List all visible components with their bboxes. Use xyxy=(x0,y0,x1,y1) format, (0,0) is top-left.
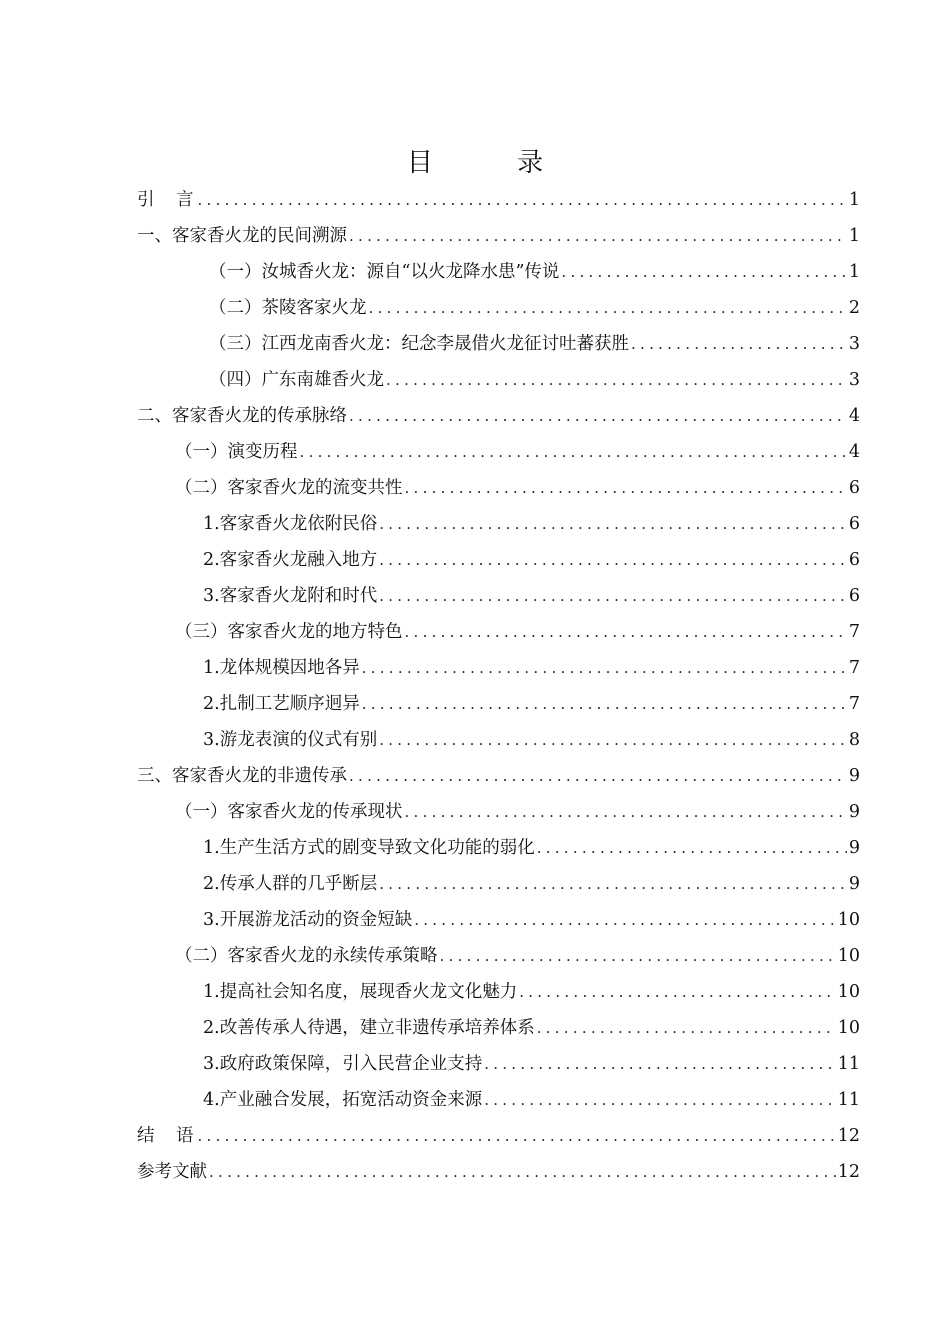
toc-entry-label: 2.传承人群的几乎断层 xyxy=(203,874,378,894)
toc-entry[interactable] xyxy=(137,542,860,578)
toc-entry[interactable] xyxy=(137,722,860,758)
toc-dot-leader xyxy=(379,542,847,578)
toc-dot-leader xyxy=(209,1154,836,1190)
toc-entry-label: （二）客家香火龙的流变共性 xyxy=(175,478,403,498)
toc-dot-leader xyxy=(405,794,847,830)
toc-dot-leader xyxy=(414,902,836,938)
toc-dot-leader xyxy=(484,1046,836,1082)
toc-dot-leader xyxy=(537,830,847,866)
toc-entry-label: 3.客家香火龙附和时代 xyxy=(203,586,378,606)
toc-entry-page-number: 2 xyxy=(848,298,860,318)
toc-dot-leader xyxy=(519,974,836,1010)
toc-entry-page-number: 8 xyxy=(848,730,860,750)
toc-entry[interactable] xyxy=(137,830,860,866)
toc-dot-leader xyxy=(379,722,847,758)
toc-entry[interactable] xyxy=(137,470,860,506)
toc-dot-leader xyxy=(349,218,847,254)
toc-entry-label: 3.政府政策保障，引入民营企业支持 xyxy=(203,1054,483,1074)
toc-entry-label: 1.提高社会知名度，展现香火龙文化魅力 xyxy=(203,982,518,1002)
toc-entry-page-number: 9 xyxy=(848,766,860,786)
toc-entry[interactable] xyxy=(137,1046,860,1082)
toc-entry-label: （二）客家香火龙的永续传承策略 xyxy=(175,946,438,966)
toc-entry-page-number: 7 xyxy=(848,622,860,642)
toc-entry[interactable] xyxy=(137,506,860,542)
toc-entry[interactable] xyxy=(137,866,860,902)
toc-entry[interactable] xyxy=(137,902,860,938)
toc-entry[interactable] xyxy=(137,434,860,470)
toc-dot-leader xyxy=(379,866,847,902)
toc-entry[interactable] xyxy=(137,686,860,722)
toc-entry-page-number: 3 xyxy=(848,370,860,390)
toc-dot-leader xyxy=(379,578,847,614)
toc-entry-page-number: 1 xyxy=(848,262,860,282)
toc-dot-leader xyxy=(379,506,847,542)
toc-entry-page-number: 7 xyxy=(848,694,860,714)
toc-entry-label: 3.游龙表演的仪式有别 xyxy=(203,730,378,750)
toc-entry-label: （一）汝城香火龙：源自“以火龙降水患”传说 xyxy=(209,262,560,282)
toc-entry-page-number: 11 xyxy=(837,1090,860,1110)
toc-entry[interactable] xyxy=(137,182,860,218)
toc-dot-leader xyxy=(362,650,847,686)
toc-dot-leader xyxy=(405,614,847,650)
toc-entry-page-number: 6 xyxy=(848,586,860,606)
toc-entry-label: 二、客家香火龙的传承脉络 xyxy=(137,406,347,426)
toc-dot-leader xyxy=(537,1010,836,1046)
toc-dot-leader xyxy=(349,398,847,434)
toc-dot-leader xyxy=(405,470,847,506)
toc-entry-page-number: 4 xyxy=(848,406,860,426)
toc-entry-label: 结 语 xyxy=(137,1126,196,1146)
toc-dot-leader xyxy=(349,758,847,794)
toc-entry-label: 三、客家香火龙的非遗传承 xyxy=(137,766,347,786)
toc-entry-label: （四）广东南雄香火龙 xyxy=(209,370,384,390)
toc-entry-label: 一、客家香火龙的民间溯源 xyxy=(137,226,347,246)
toc-entry-page-number: 9 xyxy=(848,874,860,894)
toc-entry-page-number: 4 xyxy=(848,442,860,462)
toc-entry-page-number: 12 xyxy=(837,1162,860,1182)
toc-entry-page-number: 11 xyxy=(837,1054,860,1074)
toc-entry-page-number: 10 xyxy=(837,910,860,930)
toc-entry[interactable] xyxy=(137,254,860,290)
toc-entry-label: 1.客家香火龙依附民俗 xyxy=(203,514,378,534)
toc-dot-leader xyxy=(386,362,847,398)
toc-dot-leader xyxy=(362,686,847,722)
toc-entry-page-number: 6 xyxy=(848,550,860,570)
toc-entry-page-number: 6 xyxy=(848,478,860,498)
toc-entry-label: （一）演变历程 xyxy=(175,442,298,462)
toc-entry-label: 4.产业融合发展，拓宽活动资金来源 xyxy=(203,1090,483,1110)
toc-entry[interactable] xyxy=(137,614,860,650)
toc-entry-page-number: 9 xyxy=(848,838,860,858)
toc-entry[interactable] xyxy=(137,974,860,1010)
toc-dot-leader xyxy=(198,182,847,218)
toc-entry-page-number: 6 xyxy=(848,514,860,534)
toc-entry[interactable] xyxy=(137,578,860,614)
toc-dot-leader xyxy=(369,290,847,326)
toc-entry-page-number: 7 xyxy=(848,658,860,678)
toc-entry[interactable] xyxy=(137,650,860,686)
toc-entry-page-number: 3 xyxy=(848,334,860,354)
toc-entry[interactable] xyxy=(137,326,860,362)
toc-entry-page-number: 10 xyxy=(837,946,860,966)
toc-entry[interactable] xyxy=(137,362,860,398)
toc-entry-label: （一）客家香火龙的传承现状 xyxy=(175,802,403,822)
toc-entry-label: 2.客家香火龙融入地方 xyxy=(203,550,378,570)
toc-dot-leader xyxy=(631,326,847,362)
toc-dot-leader xyxy=(561,254,846,290)
toc-entry-label: 2.改善传承人待遇，建立非遗传承培养体系 xyxy=(203,1018,535,1038)
toc-entry-label: 1.生产生活方式的剧变导致文化功能的弱化 xyxy=(203,838,535,858)
toc-entry[interactable] xyxy=(137,758,860,794)
toc-entry[interactable] xyxy=(137,398,860,434)
toc-entry[interactable] xyxy=(137,1082,860,1118)
toc-title: 目 录 xyxy=(406,148,582,178)
toc-entry-label: 3.开展游龙活动的资金短缺 xyxy=(203,910,413,930)
toc-entry-label: （三）客家香火龙的地方特色 xyxy=(175,622,403,642)
toc-entry-page-number: 10 xyxy=(837,1018,860,1038)
toc-entry-page-number: 1 xyxy=(848,190,860,210)
toc-dot-leader xyxy=(300,434,847,470)
toc-entry-page-number: 1 xyxy=(848,226,860,246)
toc-entry[interactable] xyxy=(137,1154,860,1190)
toc-entry-label: （二）茶陵客家火龙 xyxy=(209,298,367,318)
toc-entry[interactable] xyxy=(137,938,860,974)
toc-entry-page-number: 10 xyxy=(837,982,860,1002)
toc-entry[interactable] xyxy=(137,218,860,254)
toc-entry[interactable] xyxy=(137,794,860,830)
toc-entry-page-number: 9 xyxy=(848,802,860,822)
toc-entry[interactable] xyxy=(137,290,860,326)
toc-entry-label: 1.龙体规模因地各异 xyxy=(203,658,360,678)
toc-entry-label: （三）江西龙南香火龙：纪念李晟借火龙征讨吐蕃获胜 xyxy=(209,334,629,354)
toc-dot-leader xyxy=(440,938,836,974)
toc-entry-label: 参考文献 xyxy=(137,1162,207,1182)
toc-dot-leader xyxy=(484,1082,836,1118)
toc-entry-label: 2.扎制工艺顺序迥异 xyxy=(203,694,360,714)
toc-entry[interactable] xyxy=(137,1010,860,1046)
toc-entry-page-number: 12 xyxy=(837,1126,860,1146)
toc-entry-label: 引 言 xyxy=(137,190,196,210)
toc-entry[interactable] xyxy=(137,1118,860,1154)
toc-dot-leader xyxy=(198,1118,836,1154)
table-of-contents xyxy=(137,182,860,1190)
